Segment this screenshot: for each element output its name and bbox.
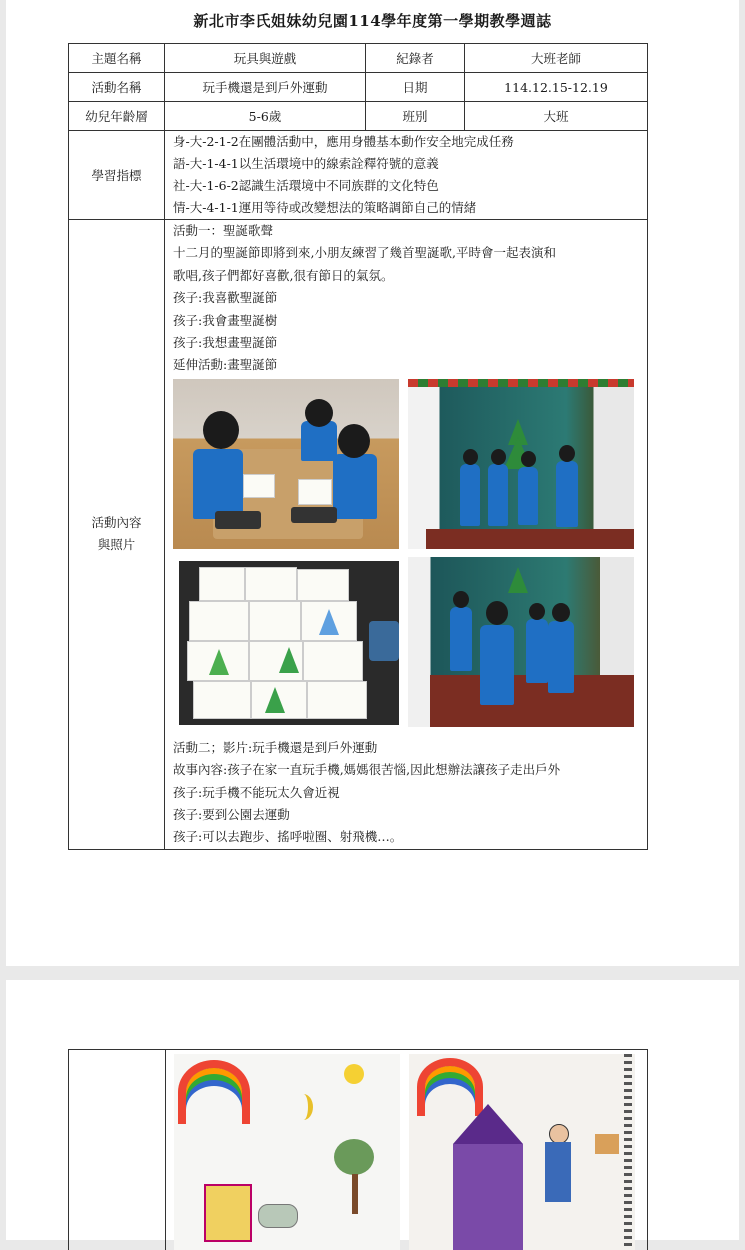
content-label-line: 活動內容 (91, 515, 142, 531)
stage-performance-photo-2 (408, 557, 634, 727)
child-quote: 孩子:要到公園去運動 (173, 807, 290, 823)
activity1-description: 十二月的聖誕節即將到來,小朋友練習了幾首聖誕歌,平時會一起表演和 (173, 245, 556, 261)
content-label (69, 220, 165, 850)
activity-label: 活動名稱 (69, 73, 165, 102)
content-label-line: 與照片 (97, 537, 136, 553)
indicator-item: 情-大-4-1-1運用等待或改變想法的策略調節自己的情緒 (173, 200, 477, 215)
class-label: 班別 (366, 102, 465, 131)
christmas-drawings-photo (179, 561, 399, 725)
document-page-1 (6, 0, 739, 966)
indicator-item: 語-大-1-4-1以生活環境中的線索詮釋符號的意義 (173, 156, 439, 171)
table-row (69, 220, 648, 850)
content-cell (165, 220, 648, 850)
recorder-label: 紀錄者 (366, 44, 465, 73)
continued-table (68, 1049, 648, 1250)
child-drawing-rainbow-photo (174, 1054, 400, 1250)
child-quote: 孩子:玩手機不能玩太久會近視 (173, 784, 340, 800)
activity2-title: 活動二；影片:玩手機還是到戶外運動 (173, 739, 378, 755)
date-value: 114.12.15-12.19 (465, 73, 648, 102)
indicator-item: 社-大-1-6-2認識生活環境中不同族群的文化特色 (173, 178, 439, 193)
table-row (69, 73, 648, 102)
table-row (69, 102, 648, 131)
classroom-drawing-photo (173, 379, 399, 549)
age-label: 幼兒年齡層 (69, 102, 165, 131)
learning-indicators-list (165, 131, 648, 220)
extension-activity: 延伸活動:畫聖誕節 (173, 357, 278, 373)
class-value: 大班 (465, 102, 648, 131)
child-quote: 孩子:我喜歡聖誕節 (173, 290, 278, 306)
table-row (69, 131, 648, 220)
stage-performance-photo (408, 379, 634, 549)
activity-value: 玩手機還是到戶外運動 (165, 73, 366, 102)
activity1-description: 歌唱,孩子們都好喜歡,很有節日的氣氛。 (173, 267, 394, 283)
activity1-title: 活動一：聖誕歌聲 (173, 223, 274, 238)
learning-indicators-label: 學習指標 (69, 131, 165, 220)
child-quote: 孩子:我想畫聖誕節 (173, 335, 278, 351)
theme-value: 玩具與遊戲 (165, 44, 366, 73)
date-label: 日期 (366, 73, 465, 102)
theme-label: 主題名稱 (69, 44, 165, 73)
child-quote: 孩子:可以去跑步、搖呼啦圈、射飛機…。 (173, 829, 403, 845)
activity2-story: 故事內容:孩子在家一直玩手機,媽媽很苦惱,因此想辦法讓孩子走出戶外 (173, 762, 561, 778)
age-value: 5-6歲 (165, 102, 366, 131)
recorder-value: 大班老師 (465, 44, 648, 73)
photo-grid (165, 377, 647, 737)
child-quote: 孩子:我會畫聖誕樹 (173, 312, 278, 328)
indicator-item: 身-大-2-1-2在團體活動中，應用身體基本動作安全地完成任務 (173, 134, 514, 149)
table-row (69, 44, 648, 73)
document-page-2 (6, 980, 739, 1240)
weekly-record-table (68, 43, 648, 850)
child-drawing-house-photo (409, 1054, 635, 1250)
document-title: 新北市李氏姐妹幼兒園114學年度第一學期教學週誌 (193, 12, 552, 30)
